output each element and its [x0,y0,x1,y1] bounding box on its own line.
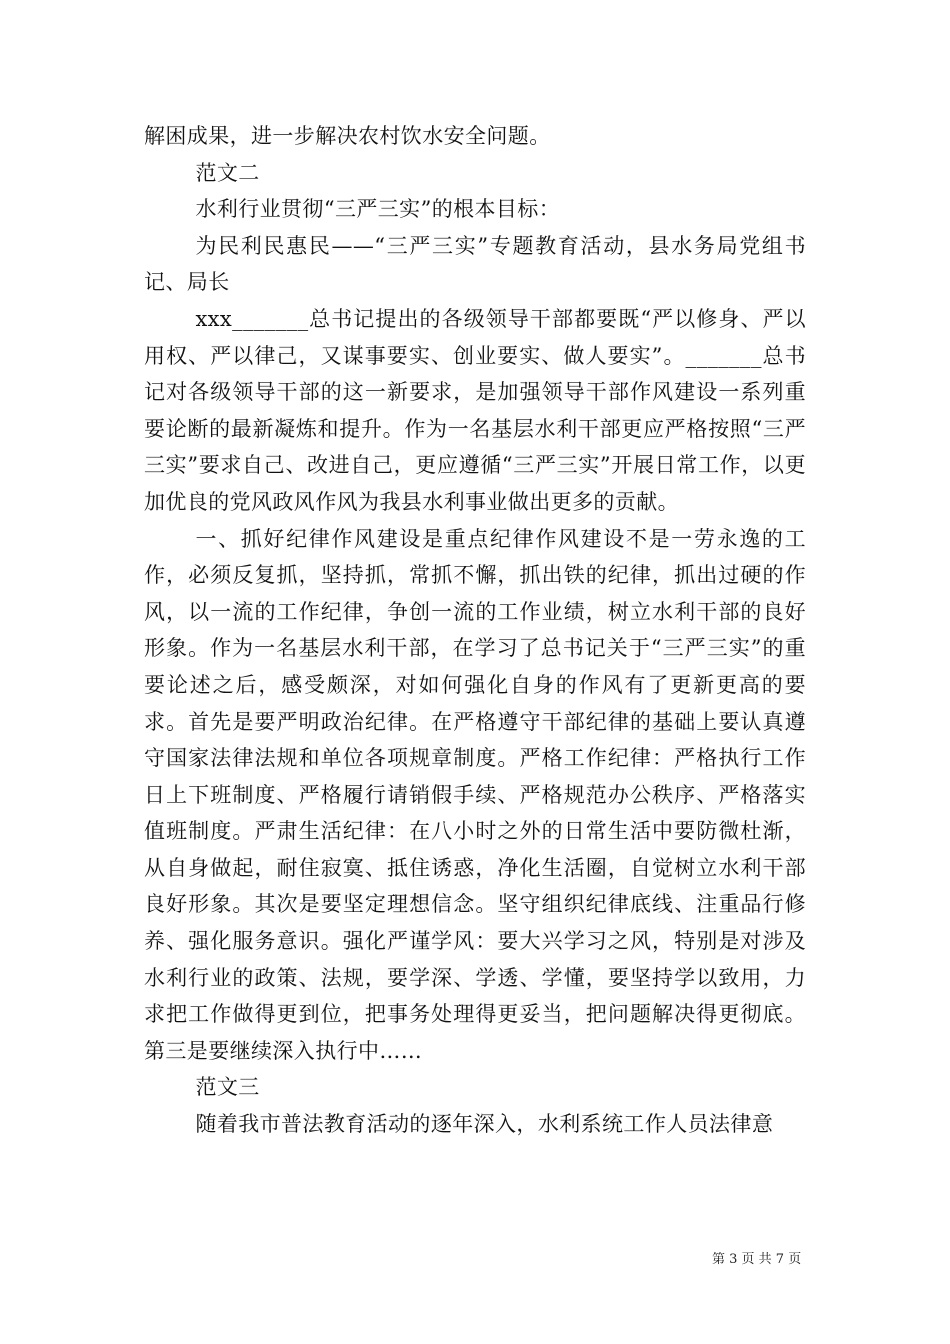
paragraph-body: xxx_______总书记提出的各级领导干部都要既“严以修身、严以用权、严以律己，又谋事要实、创业要实、做人要实”。_______总书记对各级领导干部的这一新要求，是加强领导干部作风建设一系列重要论断的最新凝炼和提升。作为一名基层水利干部更应严格按照“三严三实”要求自己、改进自己，更应遵循“三严三实”开展日常工作，以更加优良的党风政风作风为我县水利事业做出更多的贡献。 [144,306,806,514]
paragraph-continuation: 解困成果，进一步解决农村饮水安全问题。 [144,124,551,148]
page-number: 第 3 页 共 7 页 [712,1252,802,1267]
paragraph-body: 随着我市普法教育活动的逐年深入，水利系统工作人员法律意 [195,1112,774,1137]
body-text [144,118,806,1143]
paragraph-title: 水利行业贯彻“三严三实”的根本目标： [195,197,561,222]
section-heading-example-three: 范文三 [195,1075,260,1100]
paragraph-body: 一、抓好纪律作风建设是重点纪律作风建设不是一劳永逸的工作，必须反复抓，坚持抓，常抓不懈，抓出铁的纪律，抓出过硬的作风，以一流的工作纪律，争创一流的工作业绩，树立水利干部的良好形象。作为一名基层水利干部，在学习了总书记关于“三严三实”的重要论述之后，感受颇深，对如何强化自身的作风有了更新更高的要求。首先是要严明政治纪律。在严格遵守干部纪律的基础上要认真遵守国家法律法规和单位各项规章制度。严格工作纪律：严格执行工作日上下班制度、严格履行请销假手续、严格规范办公秩序、严格落实值班制度。严肃生活纪律：在八小时之外的日常生活中要防微杜渐，从自身做起，耐住寂寞、抵住诱惑，净化生活圈，自觉树立水利干部良好形象。其次是要坚定理想信念。坚守组织纪律底线、注重品行修养、强化服务意识。强化严谨学风：要大兴学习之风，特别是对涉及水利行业的政策、法规，要学深、学透、学懂，要坚持学以致用，力求把工作做得更到位，把事务处理得更妥当，把问题解决得更彻底。第三是要继续深入执行中…… [144,526,806,1063]
section-heading-example-two: 范文二 [195,160,260,185]
paragraph-subtitle: 为民利民惠民——“三严三实”专题教育活动，县水务局党组书记、局长 [144,233,806,295]
